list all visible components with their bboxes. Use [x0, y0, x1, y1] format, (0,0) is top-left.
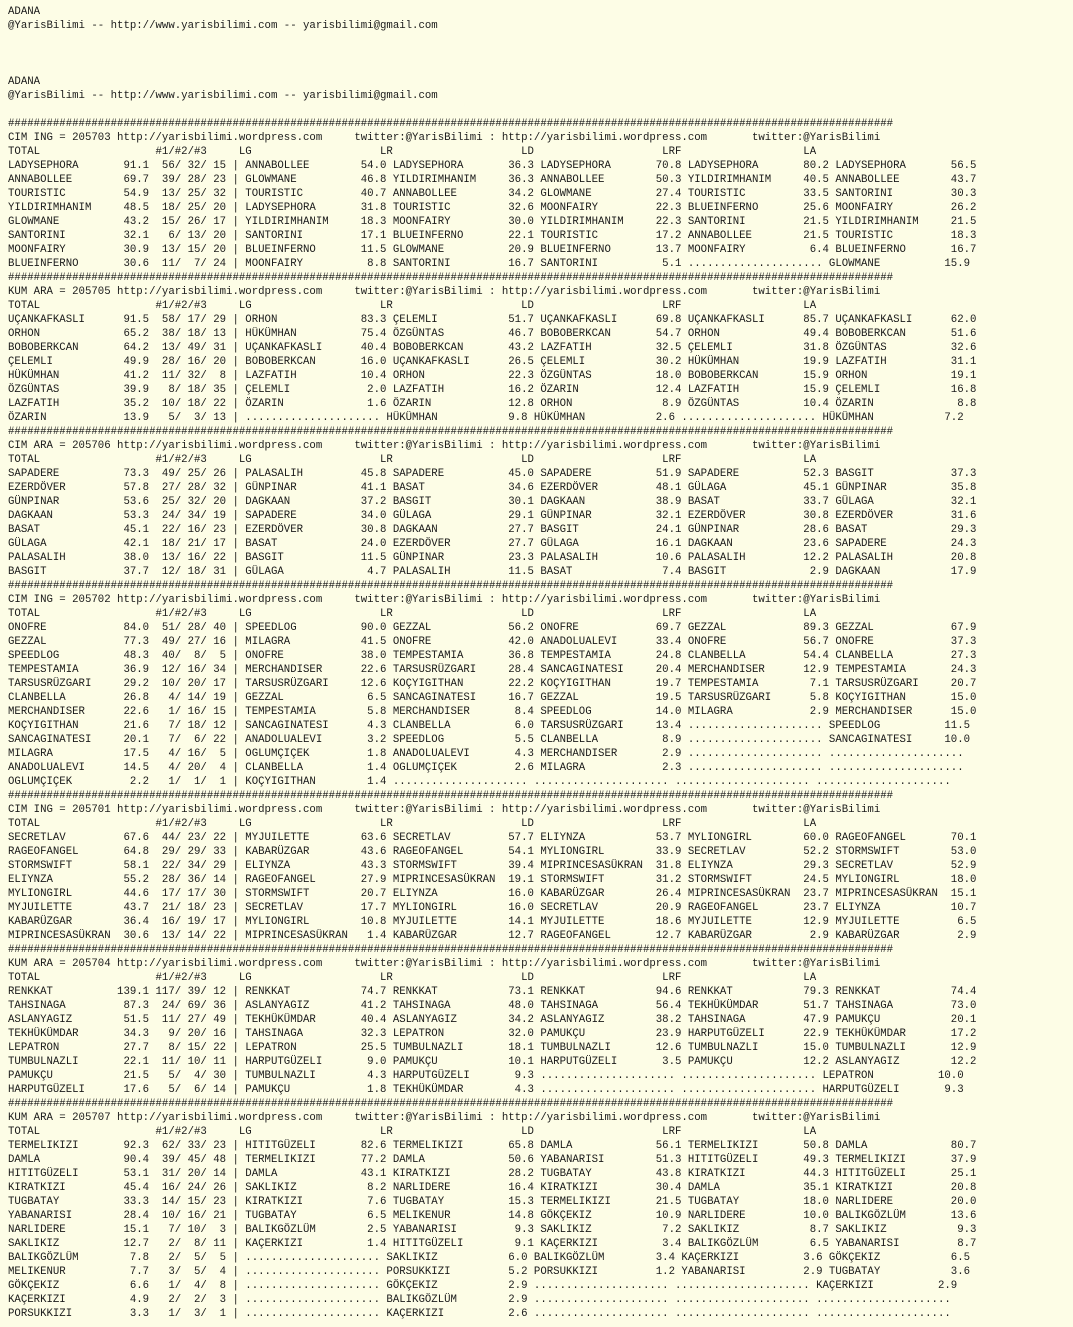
column-header-row: TOTAL #1/#2/#3 LG LR LD LRF LA	[8, 300, 817, 312]
section-separator: ##########################################################################################################################################	[8, 272, 894, 284]
table-row: ASLANYAGIZ 51.5 11/ 27/ 49 | TEKHÜKÜMDAR 40.4 ASLANYAGIZ 34.2 ASLANYAGIZ 38.2 TAHSINAGA 47.9 PAMUKÇU 20.1	[8, 1014, 977, 1026]
table-row: ONOFRE 84.0 51/ 28/ 40 | SPEEDLOG 90.0 GEZZAL 56.2 ONOFRE 69.7 GEZZAL 89.3 GEZZAL 67.9	[8, 622, 977, 634]
column-header-row: TOTAL #1/#2/#3 LG LR LD LRF LA	[8, 454, 817, 466]
section-separator: ##########################################################################################################################################	[8, 790, 894, 802]
text-line: @YarisBilimi -- http://www.yarisbilimi.com -- yarisbilimi@gmail.com	[8, 90, 438, 102]
table-row: KABARÜZGAR 36.4 16/ 19/ 17 | MYLIONGIRL 10.8 MYJUILETTE 14.1 MYJUILETTE 18.6 MYJUILETTE 12.9 MYJUILETTE 6.5	[8, 916, 977, 928]
table-row: KIRATKIZI 45.4 16/ 24/ 26 | SAKLIKIZ 8.2 NARLIDERE 16.4 KIRATKIZI 30.4 DAMLA 35.1 KIRATKIZI 20.8	[8, 1182, 977, 1194]
table-row: MYLIONGIRL 44.6 17/ 17/ 30 | STORMSWIFT 20.7 ELIYNZA 16.0 KABARÜZGAR 26.4 MIPRINCESASÜKRAN 23.7 MIPRINCESASÜKRAN 15.1	[8, 888, 977, 900]
table-row: SANTORINI 32.1 6/ 13/ 20 | SANTORINI 17.1 BLUEINFERNO 22.1 TOURISTIC 17.2 ANNABOLLEE 21.5 TOURISTIC 18.3	[8, 230, 977, 242]
table-row: OGLUMÇIÇEK 2.2 1/ 1/ 1 | KOÇYIGITHAN 1.4 ..................... ..................... ..................... .....................	[8, 776, 951, 788]
table-row: PALASALIH 38.0 13/ 16/ 22 | BASGIT 11.5 GÜNPINAR 23.3 PALASALIH 10.6 PALASALIH 12.2 PALASALIH 20.8	[8, 552, 977, 564]
blank-line	[8, 47, 1070, 61]
table-row: UÇANKAFKASLI 91.5 58/ 17/ 29 | ORHON 83.3 ÇELEMLI 51.7 UÇANKAFKASLI 69.8 UÇANKAFKASLI 85.7 UÇANKAFKASLI 62.0	[8, 314, 977, 326]
column-header-row: TOTAL #1/#2/#3 LG LR LD LRF LA	[8, 972, 817, 984]
race-header: CIM ING = 205703 http://yarisbilimi.wordpress.com twitter:@YarisBilimi : http://yarisbilimi.wordpress.com twitter:@YarisBilimi	[8, 132, 881, 144]
table-row: MILAGRA 17.5 4/ 16/ 5 | OGLUMÇIÇEK 1.8 ANADOLUALEVI 4.3 MERCHANDISER 2.9 ..................... .....................	[8, 748, 964, 760]
table-row: BLUEINFERNO 30.6 11/ 7/ 24 | MOONFAIRY 8.8 SANTORINI 16.7 SANTORINI 5.1 ..................... GLOWMANE 15.9	[8, 258, 971, 270]
text-line: ADANA	[8, 6, 41, 18]
table-row: LEPATRON 27.7 8/ 15/ 22 | LEPATRON 25.5 TUMBULNAZLI 18.1 TUMBULNAZLI 12.6 TUMBULNAZLI 15.0 TUMBULNAZLI 12.9	[8, 1042, 977, 1054]
table-row: STORMSWIFT 58.1 22/ 34/ 29 | ELIYNZA 43.3 STORMSWIFT 39.4 MIPRINCESASÜKRAN 31.8 ELIYNZA 29.3 SECRETLAV 52.9	[8, 860, 977, 872]
table-row: HITITGÜZELI 53.1 31/ 20/ 14 | DAMLA 43.1 KIRATKIZI 28.2 TUGBATAY 43.8 KIRATKIZI 44.3 HITITGÜZELI 25.1	[8, 1168, 977, 1180]
table-row: RENKKAT 139.1 117/ 39/ 12 | RENKKAT 74.7 RENKKAT 73.1 RENKKAT 94.6 RENKKAT 79.3 RENKKAT 74.4	[8, 986, 977, 998]
table-row: GÜNPINAR 53.6 25/ 32/ 20 | DAGKAAN 37.2 BASGIT 30.1 DAGKAAN 38.9 BASAT 33.7 GÜLAGA 32.1	[8, 496, 977, 508]
section-separator: ##########################################################################################################################################	[8, 580, 894, 592]
table-row: PORSUKKIZI 3.3 1/ 3/ 1 | ..................... KAÇERKIZI 2.6 ..................... ..................... .....................	[8, 1308, 951, 1320]
table-row: TOURISTIC 54.9 13/ 25/ 32 | TOURISTIC 40.7 ANNABOLLEE 34.2 GLOWMANE 27.4 TOURISTIC 33.5 SANTORINI 30.3	[8, 188, 977, 200]
table-row: GEZZAL 77.3 49/ 27/ 16 | MILAGRA 41.5 ONOFRE 42.0 ANADOLUALEVI 33.4 ONOFRE 56.7 ONOFRE 37.3	[8, 636, 977, 648]
table-row: BASAT 45.1 22/ 16/ 23 | EZERDÖVER 30.8 DAGKAAN 27.7 BASGIT 24.1 GÜNPINAR 28.6 BASAT 29.3	[8, 524, 977, 536]
table-row: SPEEDLOG 48.3 40/ 8/ 5 | ONOFRE 38.0 TEMPESTAMIA 36.8 TEMPESTAMIA 24.8 CLANBELLA 54.4 CLANBELLA 27.3	[8, 650, 977, 662]
race-header: KUM ARA = 205704 http://yarisbilimi.wordpress.com twitter:@YarisBilimi : http://yarisbilimi.wordpress.com twitter:@YarisBilimi	[8, 958, 881, 970]
table-row: MOONFAIRY 30.9 13/ 15/ 20 | BLUEINFERNO 11.5 GLOWMANE 20.9 BLUEINFERNO 13.7 MOONFAIRY 6.4 BLUEINFERNO 16.7	[8, 244, 977, 256]
column-header-row: TOTAL #1/#2/#3 LG LR LD LRF LA	[8, 818, 817, 830]
table-row: TUGBATAY 33.3 14/ 15/ 23 | KIRATKIZI 7.6 TUGBATAY 15.3 TERMELIKIZI 21.5 TUGBATAY 18.0 NARLIDERE 20.0	[8, 1196, 977, 1208]
table-row: EZERDÖVER 57.8 27/ 28/ 32 | GÜNPINAR 41.1 BASAT 34.6 EZERDÖVER 48.1 GÜLAGA 45.1 GÜNPINAR 35.8	[8, 482, 977, 494]
table-row: SECRETLAV 67.6 44/ 23/ 22 | MYJUILETTE 63.6 SECRETLAV 57.7 ELIYNZA 53.7 MYLIONGIRL 60.0 RAGEOFANGEL 70.1	[8, 832, 977, 844]
table-row: GÖKÇEKIZ 6.6 1/ 4/ 8 | ..................... GÖKÇEKIZ 2.9 ..................... ..................... KAÇERKIZI 2.9	[8, 1280, 958, 1292]
table-row: TEMPESTAMIA 36.9 12/ 16/ 34 | MERCHANDISER 22.6 TARSUSRÜZGARI 28.4 SANCAGINATESI 20.4 MERCHANDISER 12.9 TEMPESTAMIA 24.3	[8, 664, 977, 676]
table-row: TAHSINAGA 87.3 24/ 69/ 36 | ASLANYAGIZ 41.2 TAHSINAGA 48.0 TAHSINAGA 56.4 TEKHÜKÜMDAR 51.7 TAHSINAGA 73.0	[8, 1000, 977, 1012]
table-row: CLANBELLA 26.8 4/ 14/ 19 | GEZZAL 6.5 SANCAGINATESI 16.7 GEZZAL 19.5 TARSUSRÜZGARI 5.8 KOÇYIGITHAN 15.0	[8, 692, 977, 704]
section-separator: ##########################################################################################################################################	[8, 1098, 894, 1110]
race-header: CIM ING = 205701 http://yarisbilimi.wordpress.com twitter:@YarisBilimi : http://yarisbilimi.wordpress.com twitter:@YarisBilimi	[8, 804, 881, 816]
table-row: TERMELIKIZI 92.3 62/ 33/ 23 | HITITGÜZELI 82.6 TERMELIKIZI 65.8 DAMLA 56.1 TERMELIKIZI 50.8 DAMLA 80.7	[8, 1140, 977, 1152]
section-separator: ##########################################################################################################################################	[8, 118, 894, 130]
table-row: SAPADERE 73.3 49/ 25/ 26 | PALASALIH 45.8 SAPADERE 45.0 SAPADERE 51.9 SAPADERE 52.3 BASGIT 37.3	[8, 468, 977, 480]
table-row: KAÇERKIZI 4.9 2/ 2/ 3 | ..................... BALIKGÖZLÜM 2.9 ..................... ..................... .....................	[8, 1294, 951, 1306]
blank-line	[8, 103, 1070, 117]
table-row: TARSUSRÜZGARI 29.2 10/ 20/ 17 | TARSUSRÜZGARI 12.6 KOÇYIGITHAN 22.2 KOÇYIGITHAN 19.7 TEMPESTAMIA 7.1 TARSUSRÜZGARI 20.7	[8, 678, 977, 690]
column-header-row: TOTAL #1/#2/#3 LG LR LD LRF LA	[8, 608, 817, 620]
table-row: MERCHANDISER 22.6 1/ 16/ 15 | TEMPESTAMIA 5.8 MERCHANDISER 8.4 SPEEDLOG 14.0 MILAGRA 2.9 MERCHANDISER 15.0	[8, 706, 977, 718]
table-row: SAKLIKIZ 12.7 2/ 8/ 11 | KAÇERKIZI 1.4 HITITGÜZELI 9.1 KAÇERKIZI 3.4 BALIKGÖZLÜM 6.5 YABANARISI 8.7	[8, 1238, 977, 1250]
table-row: ORHON 65.2 38/ 18/ 13 | HÜKÜMHAN 75.4 ÖZGÜNTAS 46.7 BOBOBERKCAN 54.7 ORHON 49.4 BOBOBERKCAN 51.6	[8, 328, 977, 340]
blank-line	[8, 61, 1070, 75]
table-row: TEKHÜKÜMDAR 34.3 9/ 20/ 16 | TAHSINAGA 32.3 LEPATRON 32.0 PAMUKÇU 23.9 HARPUTGÜZELI 22.9 TEKHÜKÜMDAR 17.2	[8, 1028, 977, 1040]
table-row: BALIKGÖZLÜM 7.8 2/ 5/ 5 | ..................... SAKLIKIZ 6.0 BALIKGÖZLÜM 3.4 KAÇERKIZI 3.6 GÖKÇEKIZ 6.5	[8, 1252, 971, 1264]
table-row: HARPUTGÜZELI 17.6 5/ 6/ 14 | PAMUKÇU 1.8 TEKHÜKÜMDAR 4.3 ..................... ..................... HARPUTGÜZELI 9.3	[8, 1084, 964, 1096]
table-row: MIPRINCESASÜKRAN 30.6 13/ 14/ 22 | MIPRINCESASÜKRAN 1.4 KABARÜZGAR 12.7 RAGEOFANGEL 12.7 KABARÜZGAR 2.9 KABARÜZGAR 2.9	[8, 930, 977, 942]
table-row: ELIYNZA 55.2 28/ 36/ 14 | RAGEOFANGEL 27.9 MIPRINCESASÜKRAN 19.1 STORMSWIFT 31.2 STORMSWIFT 24.5 MYLIONGIRL 18.0	[8, 874, 977, 886]
race-header: KUM ARA = 205707 http://yarisbilimi.wordpress.com twitter:@YarisBilimi : http://yarisbilimi.wordpress.com twitter:@YarisBilimi	[8, 1112, 881, 1124]
table-row: MYJUILETTE 43.7 21/ 18/ 23 | SECRETLAV 17.7 MYLIONGIRL 16.0 SECRETLAV 20.9 RAGEOFANGEL 23.7 ELIYNZA 10.7	[8, 902, 977, 914]
table-row: ANADOLUALEVI 14.5 4/ 20/ 4 | CLANBELLA 1.4 OGLUMÇIÇEK 2.6 MILAGRA 2.3 ..................... .....................	[8, 762, 964, 774]
table-row: YABANARISI 28.4 10/ 16/ 21 | TUGBATAY 6.5 MELIKENUR 14.8 GÖKÇEKIZ 10.9 NARLIDERE 10.0 BALIKGÖZLÜM 13.6	[8, 1210, 977, 1222]
table-row: GLOWMANE 43.2 15/ 26/ 17 | YILDIRIMHANIM 18.3 MOONFAIRY 30.0 YILDIRIMHANIM 22.3 SANTORINI 21.5 YILDIRIMHANIM 21.5	[8, 216, 977, 228]
table-row: SANCAGINATESI 20.1 7/ 6/ 22 | ANADOLUALEVI 3.2 SPEEDLOG 5.5 CLANBELLA 8.9 ..................... SANCAGINATESI 10.0	[8, 734, 971, 746]
text-line: ADANA	[8, 76, 41, 88]
table-row: DAGKAAN 53.3 24/ 34/ 19 | SAPADERE 34.0 GÜLAGA 29.1 GÜNPINAR 32.1 EZERDÖVER 30.8 EZERDÖVER 31.6	[8, 510, 977, 522]
table-row: TUMBULNAZLI 22.1 11/ 10/ 11 | HARPUTGÜZELI 9.0 PAMUKÇU 10.1 HARPUTGÜZELI 3.5 PAMUKÇU 12.2 ASLANYAGIZ 12.2	[8, 1056, 977, 1068]
table-row: ÖZARIN 13.9 5/ 3/ 13 | ..................... HÜKÜMHAN 9.8 HÜKÜMHAN 2.6 ..................... HÜKÜMHAN 7.2	[8, 412, 964, 424]
race-statistics-text	[8, 5, 1070, 1321]
column-header-row: TOTAL #1/#2/#3 LG LR LD LRF LA	[8, 1126, 817, 1138]
table-row: GÜLAGA 42.1 18/ 21/ 17 | BASAT 24.0 EZERDÖVER 27.7 GÜLAGA 16.1 DAGKAAN 23.6 SAPADERE 24.3	[8, 538, 977, 550]
table-row: DAMLA 90.4 39/ 45/ 48 | TERMELIKIZI 77.2 DAMLA 50.6 YABANARISI 51.3 HITITGÜZELI 49.3 TERMELIKIZI 37.9	[8, 1154, 977, 1166]
table-row: LADYSEPHORA 91.1 56/ 32/ 15 | ANNABOLLEE 54.0 LADYSEPHORA 36.3 LADYSEPHORA 70.8 LADYSEPHORA 80.2 LADYSEPHORA 56.5	[8, 160, 977, 172]
table-row: MELIKENUR 7.7 3/ 5/ 4 | ..................... PORSUKKIZI 5.2 PORSUKKIZI 1.2 YABANARISI 2.9 TUGBATAY 3.6	[8, 1266, 971, 1278]
table-row: HÜKÜMHAN 41.2 11/ 32/ 8 | LAZFATIH 10.4 ORHON 22.3 ÖZGÜNTAS 18.0 BOBOBERKCAN 15.9 ORHON 19.1	[8, 370, 977, 382]
section-separator: ##########################################################################################################################################	[8, 944, 894, 956]
race-header: KUM ARA = 205705 http://yarisbilimi.wordpress.com twitter:@YarisBilimi : http://yarisbilimi.wordpress.com twitter:@YarisBilimi	[8, 286, 881, 298]
table-row: KOÇYIGITHAN 21.6 7/ 18/ 12 | SANCAGINATESI 4.3 CLANBELLA 6.0 TARSUSRÜZGARI 13.4 ..................... SPEEDLOG 11.5	[8, 720, 971, 732]
table-row: ANNABOLLEE 69.7 39/ 28/ 23 | GLOWMANE 46.8 YILDIRIMHANIM 36.3 ANNABOLLEE 50.3 YILDIRIMHANIM 40.5 ANNABOLLEE 43.7	[8, 174, 977, 186]
table-row: LAZFATIH 35.2 10/ 18/ 22 | ÖZARIN 1.6 ÖZARIN 12.8 ORHON 8.9 ÖZGÜNTAS 10.4 ÖZARIN 8.8	[8, 398, 977, 410]
race-header: CIM ING = 205702 http://yarisbilimi.wordpress.com twitter:@YarisBilimi : http://yarisbilimi.wordpress.com twitter:@YarisBilimi	[8, 594, 881, 606]
text-line: @YarisBilimi -- http://www.yarisbilimi.com -- yarisbilimi@gmail.com	[8, 20, 438, 32]
race-header: CIM ARA = 205706 http://yarisbilimi.wordpress.com twitter:@YarisBilimi : http://yarisbilimi.wordpress.com twitter:@YarisBilimi	[8, 440, 881, 452]
table-row: ÖZGÜNTAS 39.9 8/ 18/ 35 | ÇELEMLI 2.0 LAZFATIH 16.2 ÖZARIN 12.4 LAZFATIH 15.9 ÇELEMLI 16.8	[8, 384, 977, 396]
table-row: ÇELEMLI 49.9 28/ 16/ 20 | BOBOBERKCAN 16.0 UÇANKAFKASLI 26.5 ÇELEMLI 30.2 HÜKÜMHAN 19.9 LAZFATIH 31.1	[8, 356, 977, 368]
table-row: BOBOBERKCAN 64.2 13/ 49/ 31 | UÇANKAFKASLI 40.4 BOBOBERKCAN 43.2 LAZFATIH 32.5 ÇELEMLI 31.8 ÖZGÜNTAS 32.6	[8, 342, 977, 354]
table-row: BASGIT 37.7 12/ 18/ 31 | GÜLAGA 4.7 PALASALIH 11.5 BASAT 7.4 BASGIT 2.9 DAGKAAN 17.9	[8, 566, 977, 578]
table-row: PAMUKÇU 21.5 5/ 4/ 30 | TUMBULNAZLI 4.3 HARPUTGÜZELI 9.3 ..................... ..................... LEPATRON 10.0	[8, 1070, 964, 1082]
table-row: YILDIRIMHANIM 48.5 18/ 25/ 20 | LADYSEPHORA 31.8 TOURISTIC 32.6 MOONFAIRY 22.3 BLUEINFERNO 25.6 MOONFAIRY 26.2	[8, 202, 977, 214]
column-header-row: TOTAL #1/#2/#3 LG LR LD LRF LA	[8, 146, 817, 158]
section-separator: ##########################################################################################################################################	[8, 426, 894, 438]
blank-line	[8, 33, 1070, 47]
table-row: RAGEOFANGEL 64.8 29/ 29/ 33 | KABARÜZGAR 43.6 RAGEOFANGEL 54.1 MYLIONGIRL 33.9 SECRETLAV 52.2 STORMSWIFT 53.0	[8, 846, 977, 858]
table-row: NARLIDERE 15.1 7/ 10/ 3 | BALIKGÖZLÜM 2.5 YABANARISI 9.3 SAKLIKIZ 7.2 SAKLIKIZ 8.7 SAKLIKIZ 9.3	[8, 1224, 977, 1236]
